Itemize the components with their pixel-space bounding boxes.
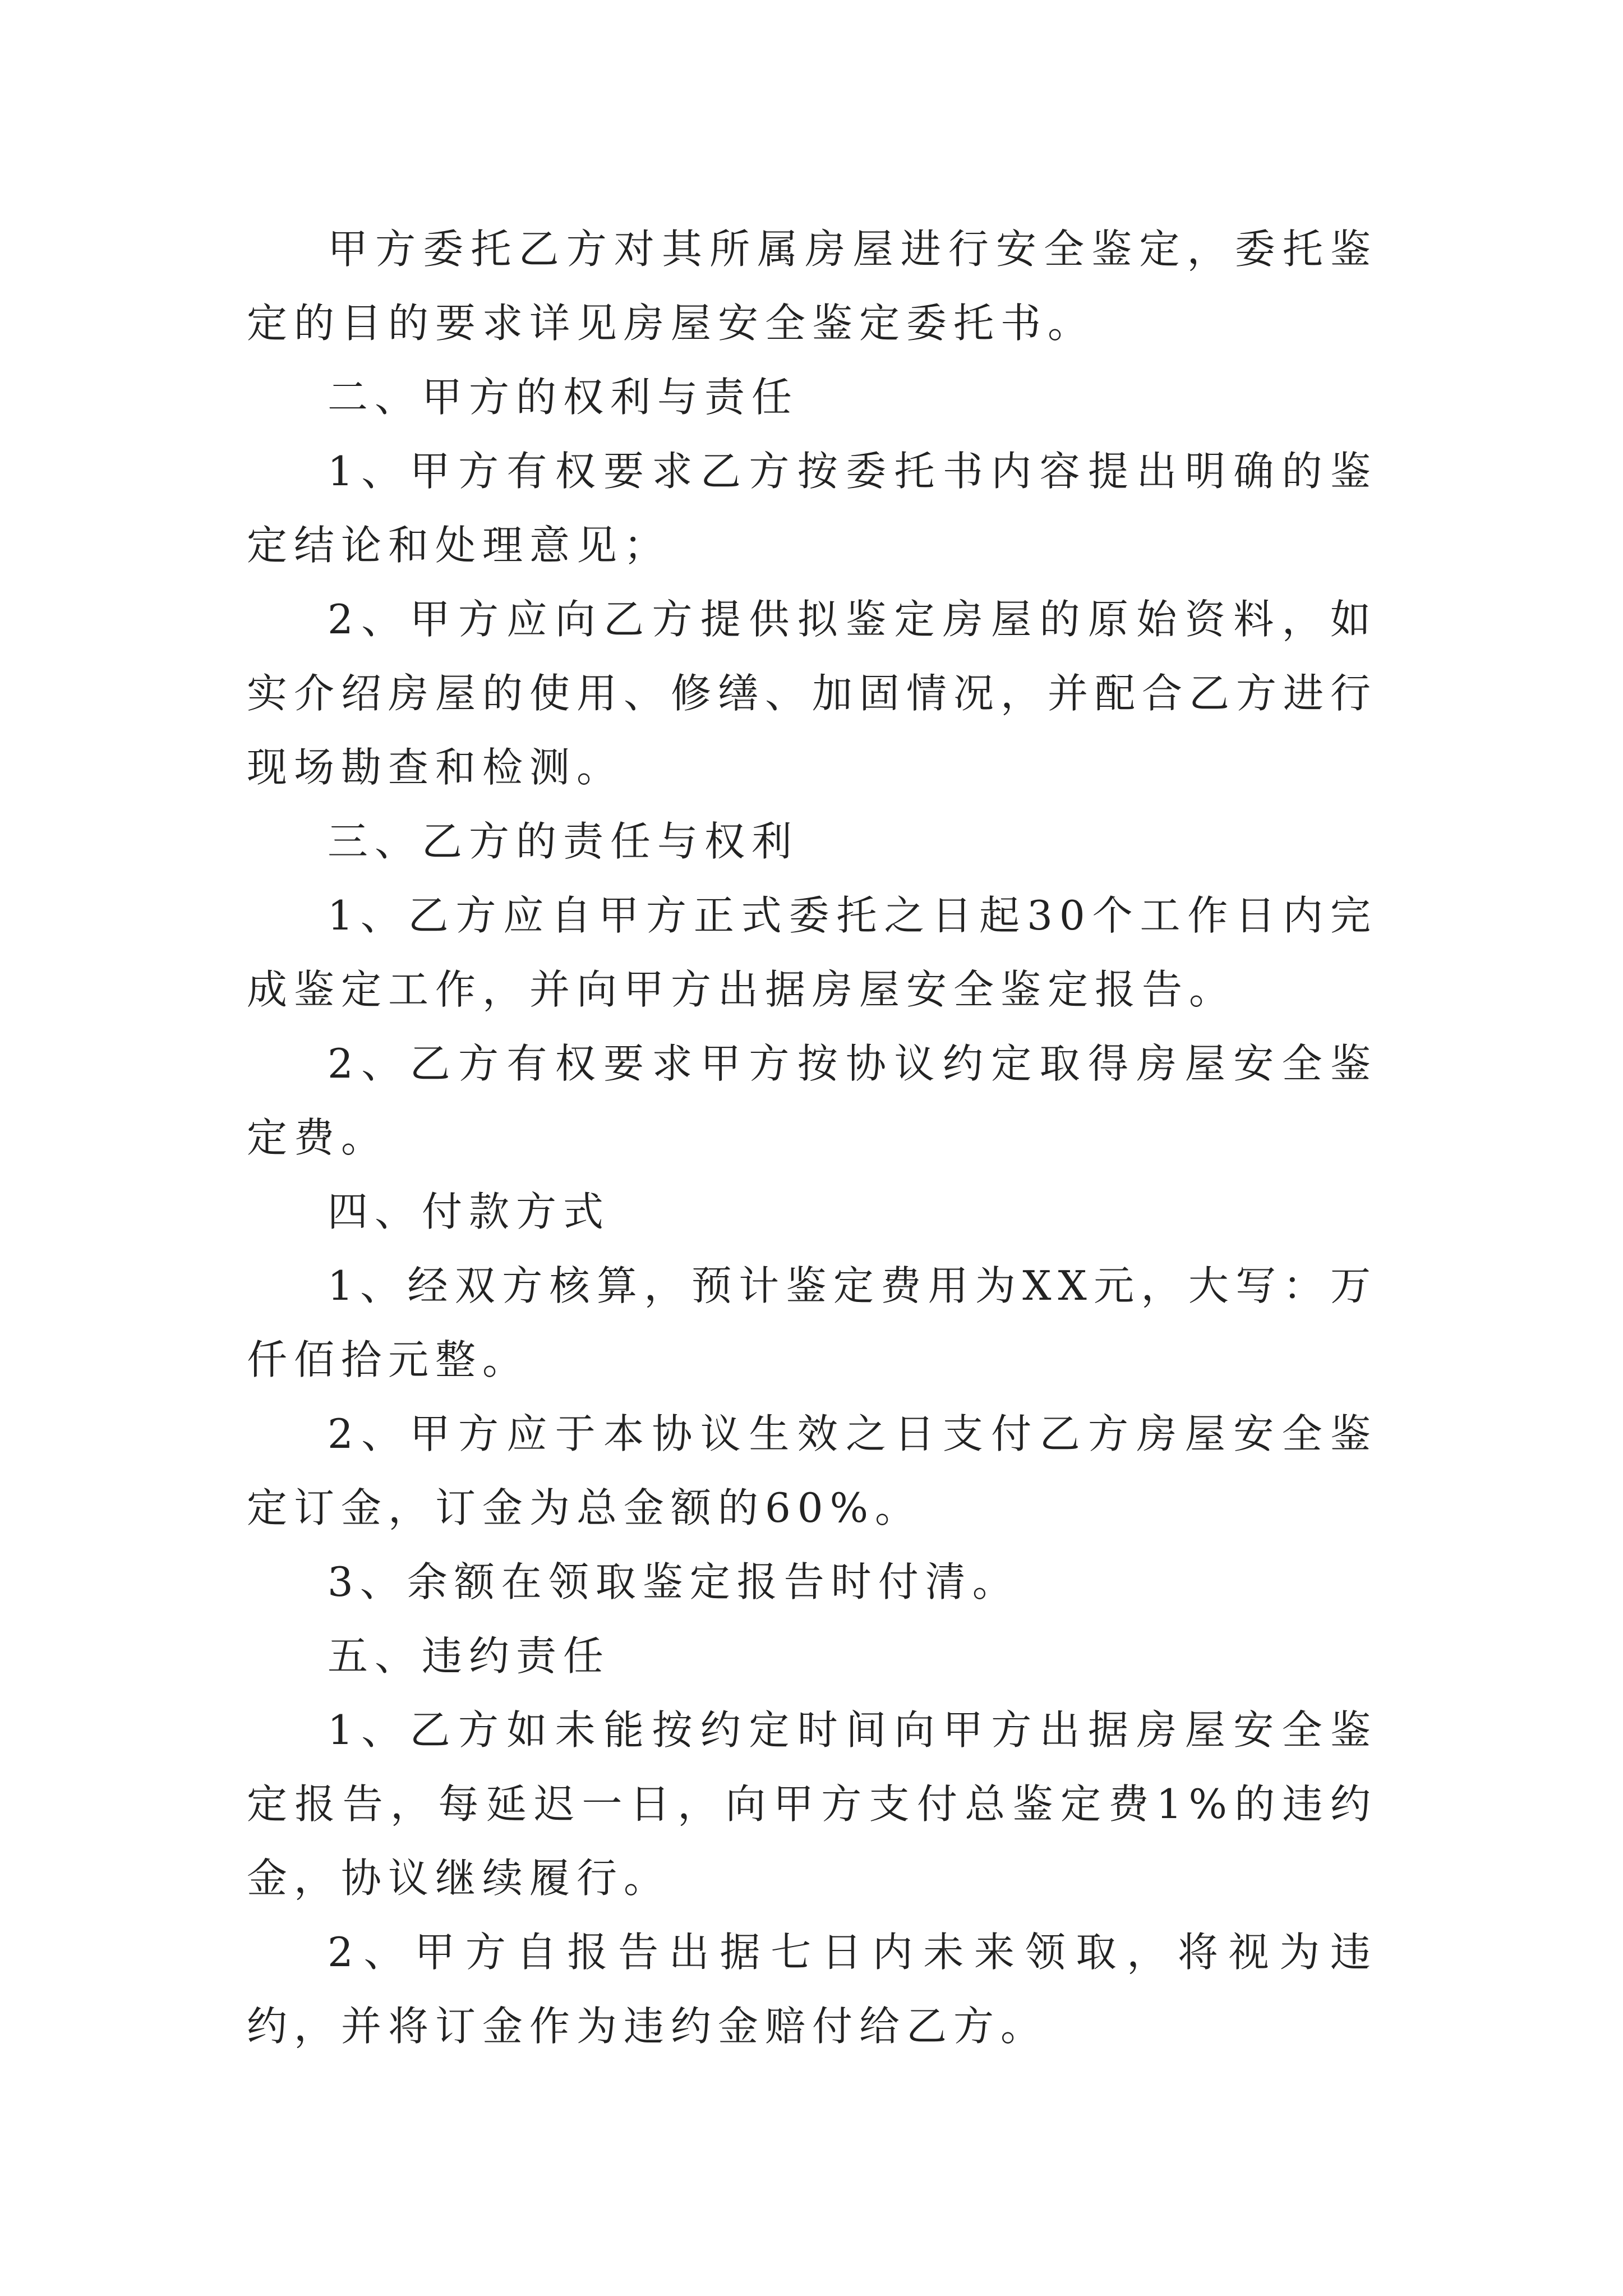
paragraph-party-a-2: 2、甲方应向乙方提供拟鉴定房屋的原始资料，如实介绍房屋的使用、修缮、加固情况，并配合乙方进行现场勘查和检测。 — [247, 596, 1378, 791]
paragraph-intro: 甲方委托乙方对其所属房屋进行安全鉴定，委托鉴定的目的要求详见房屋安全鉴定委托书。 — [247, 226, 1377, 347]
section-heading-payment: 四、付款方式 — [328, 1188, 611, 1235]
paragraph-party-a-1: 1、甲方有权要求乙方按委托书内容提出明确的鉴定结论和处理意见； — [247, 448, 1377, 569]
paragraph-payment-2: 2、甲方应于本协议生效之日支付乙方房屋安全鉴定订金，订金为总金额的60%。 — [247, 1410, 1377, 1531]
paragraph-payment-1: 1、经双方核算，预计鉴定费用为XX元，大写：万仟佰拾元整。 — [247, 1262, 1377, 1383]
section-heading-party-a: 二、甲方的权利与责任 — [328, 374, 799, 421]
section-heading-breach: 五、违约责任 — [328, 1632, 611, 1680]
section-heading-party-b: 三、乙方的责任与权利 — [328, 818, 799, 865]
paragraph-payment-3: 3、余额在领取鉴定报告时付清。 — [328, 1558, 1020, 1605]
document-body — [247, 212, 1377, 2063]
paragraph-breach-1: 1、乙方如未能按约定时间向甲方出据房屋安全鉴定报告，每延迟一日，向甲方支付总鉴定费1%的违约金，协议继续履行。 — [247, 1706, 1377, 1902]
paragraph-party-b-1: 1、乙方应自甲方正式委托之日起30个工作日内完成鉴定工作，并向甲方出据房屋安全鉴定报告。 — [247, 892, 1377, 1013]
paragraph-breach-2: 2、甲方自报告出据七日内未来领取，将视为违约，并将订金作为违约金赔付给乙方。 — [247, 1929, 1377, 2050]
paragraph-party-b-2: 2、乙方有权要求甲方按协议约定取得房屋安全鉴定费。 — [247, 1040, 1377, 1161]
